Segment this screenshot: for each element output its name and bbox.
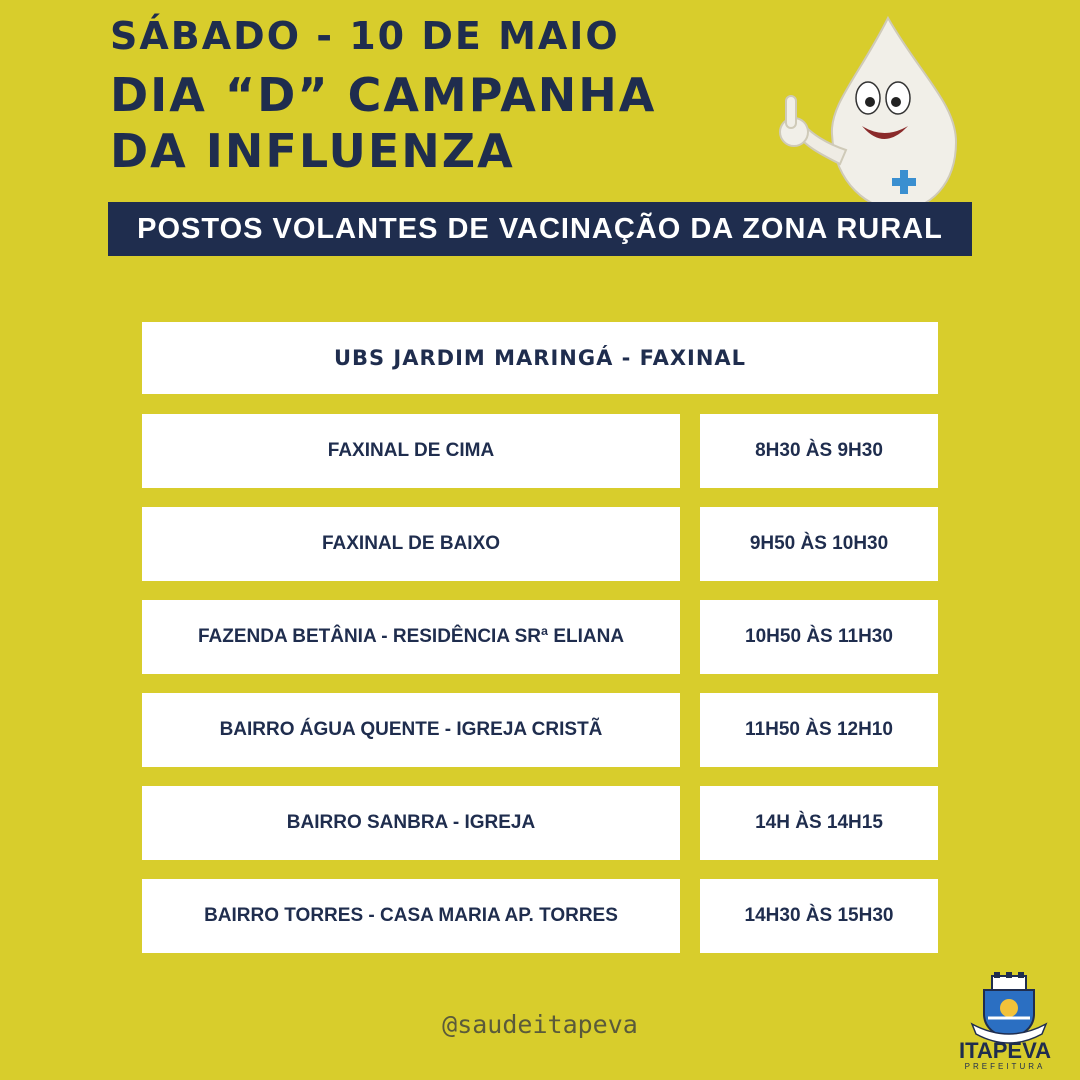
time-cell: 8H30 ÀS 9H30 [700,414,938,488]
location-cell: FAXINAL DE CIMA [142,414,680,488]
date-heading: SÁBADO - 10 DE MAIO [110,14,620,58]
location-cell: BAIRRO ÁGUA QUENTE - IGREJA CRISTÃ [142,693,680,767]
droplet-mascot-icon [770,14,970,210]
unit-header: UBS JARDIM MARINGÁ - FAXINAL [142,322,938,394]
time-cell: 9H50 ÀS 10H30 [700,507,938,581]
social-handle: @saudeitapeva [442,1010,638,1039]
banner [108,202,972,256]
logo-name: ITAPEVA [958,1038,1052,1063]
location-cell: BAIRRO TORRES - CASA MARIA AP. TORRES [142,879,680,953]
time-cell: 10H50 ÀS 11H30 [700,600,938,674]
location-cell: FAZENDA BETÂNIA - RESIDÊNCIA SRª ELIANA [142,600,680,674]
time-cell: 14H ÀS 14H15 [700,786,938,860]
title-line-2: DA INFLUENZA [110,124,515,178]
logo-subtitle: PREFEITURA [964,1062,1046,1071]
location-cell: FAXINAL DE BAIXO [142,507,680,581]
location-cell: BAIRRO SANBRA - IGREJA [142,786,680,860]
title-line-1: DIA “D” CAMPANHA [110,68,657,122]
banner-text: POSTOS VOLANTES DE VACINAÇÃO DA ZONA RURAL [137,212,943,245]
time-cell: 14H30 ÀS 15H30 [700,879,938,953]
time-cell: 11H50 ÀS 12H10 [700,693,938,767]
